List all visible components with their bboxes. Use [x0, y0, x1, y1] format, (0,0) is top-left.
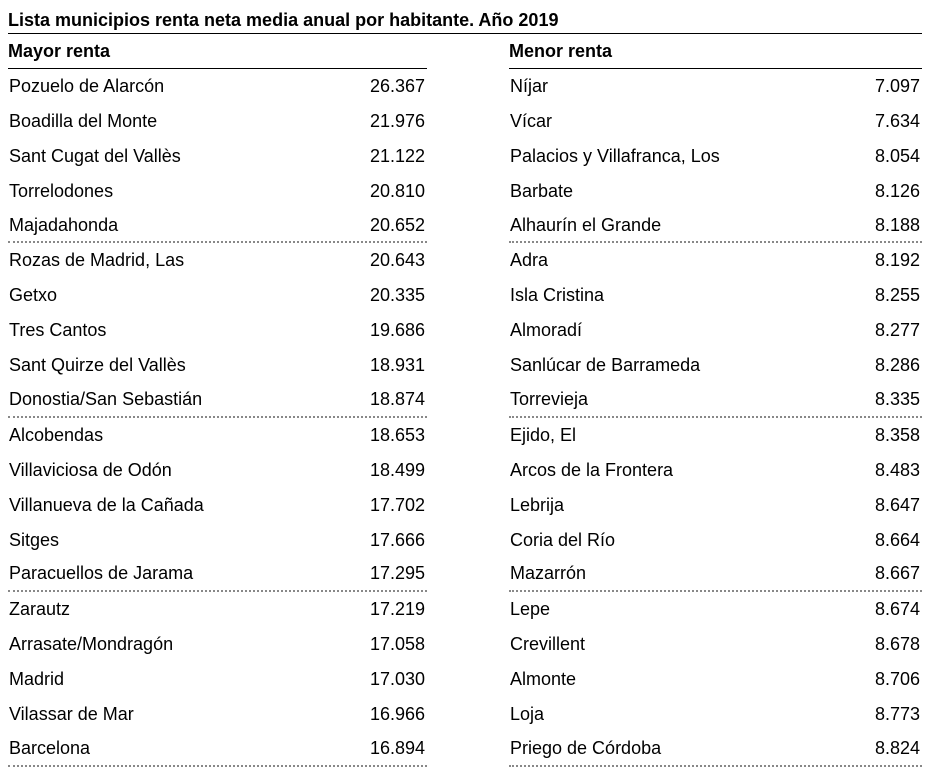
- income-value: 8.483: [874, 459, 920, 480]
- municipality-name: Torrevieja: [510, 388, 589, 409]
- income-value: 20.810: [369, 180, 425, 201]
- municipality-name: Pozuelo de Alarcón: [9, 75, 165, 96]
- income-value: 18.874: [369, 388, 425, 409]
- table-row: [8, 488, 427, 523]
- municipality-name: Mazarrón: [510, 563, 587, 584]
- table-row: [8, 557, 427, 592]
- table-row: [8, 418, 427, 453]
- municipality-name: Villaviciosa de Odón: [9, 459, 172, 480]
- income-value: 21.122: [369, 145, 425, 166]
- highest-income-list: [8, 69, 427, 767]
- municipality-name: Vícar: [510, 110, 553, 131]
- income-value: 16.894: [369, 737, 425, 758]
- income-value: 8.188: [874, 214, 920, 235]
- table-row: [8, 174, 427, 209]
- municipality-name: Rozas de Madrid, Las: [9, 250, 185, 271]
- municipality-name: Lebrija: [510, 494, 565, 515]
- municipality-name: Sitges: [9, 529, 60, 550]
- table-row: [8, 592, 427, 627]
- income-value: 18.499: [369, 459, 425, 480]
- municipality-name: Madrid: [9, 669, 65, 690]
- income-value: 8.255: [874, 285, 920, 306]
- income-value: 8.678: [874, 634, 920, 655]
- table-row: [509, 627, 922, 662]
- municipality-name: Alcobendas: [9, 424, 104, 445]
- municipality-name: Barcelona: [9, 737, 91, 758]
- income-value: 17.666: [369, 529, 425, 550]
- income-value: 17.030: [369, 669, 425, 690]
- table-row: [509, 418, 922, 453]
- income-value: 17.702: [369, 494, 425, 515]
- municipality-name: Zarautz: [9, 599, 71, 620]
- municipality-name: Torrelodones: [9, 180, 114, 201]
- table-row: [8, 313, 427, 348]
- income-value: 8.664: [874, 529, 920, 550]
- table-row: [8, 243, 427, 278]
- table-row: [8, 732, 427, 767]
- municipality-name: Níjar: [510, 75, 549, 96]
- income-value: 8.773: [874, 703, 920, 724]
- income-value: 8.286: [874, 355, 920, 376]
- income-value: 8.277: [874, 320, 920, 341]
- income-value: 8.054: [874, 145, 920, 166]
- table-row: [509, 697, 922, 732]
- municipality-name: Tres Cantos: [9, 320, 107, 341]
- table-row: [509, 557, 922, 592]
- table-row: [8, 104, 427, 139]
- municipality-name: Alhaurín el Grande: [510, 214, 662, 235]
- table-row: [509, 313, 922, 348]
- income-value: 8.706: [874, 669, 920, 690]
- table-row: [8, 697, 427, 732]
- income-value: 18.931: [369, 355, 425, 376]
- municipality-name: Majadahonda: [9, 214, 119, 235]
- municipality-name: Sant Cugat del Vallès: [9, 145, 181, 166]
- lowest-income-list: [509, 69, 922, 767]
- table-row: [509, 523, 922, 558]
- table-row: [8, 383, 427, 418]
- table-row: [509, 453, 922, 488]
- municipality-name: Getxo: [9, 285, 58, 306]
- municipality-name: Lepe: [510, 599, 551, 620]
- municipality-name: Arrasate/Mondragón: [9, 634, 174, 655]
- income-value: 26.367: [369, 75, 425, 96]
- lowest-income-column: [509, 34, 922, 767]
- income-value: 8.335: [874, 388, 920, 409]
- income-value: 8.667: [874, 563, 920, 584]
- table-row: [509, 732, 922, 767]
- municipality-name: Arcos de la Frontera: [510, 459, 674, 480]
- municipality-name: Almonte: [510, 669, 577, 690]
- income-value: 20.335: [369, 285, 425, 306]
- table-row: [8, 209, 427, 244]
- table-row: [509, 69, 922, 104]
- table-row: [8, 453, 427, 488]
- municipality-name: Coria del Río: [510, 529, 616, 550]
- income-value: 8.674: [874, 599, 920, 620]
- municipality-name: Donostia/San Sebastián: [9, 388, 203, 409]
- income-value: 20.643: [369, 250, 425, 271]
- income-value: 16.966: [369, 703, 425, 724]
- income-value: 7.097: [874, 75, 920, 96]
- municipality-name: Sanlúcar de Barrameda: [510, 355, 701, 376]
- table-row: [509, 278, 922, 313]
- municipality-name: Boadilla del Monte: [9, 110, 158, 131]
- income-value: 8.126: [874, 180, 920, 201]
- table-row: [509, 348, 922, 383]
- income-value: 17.058: [369, 634, 425, 655]
- highest-income-header: Mayor renta: [8, 34, 427, 69]
- municipality-name: Priego de Córdoba: [510, 737, 662, 758]
- municipality-name: Barbate: [510, 180, 574, 201]
- municipality-name: Crevillent: [510, 634, 586, 655]
- income-value: 8.824: [874, 737, 920, 758]
- table-row: [8, 662, 427, 697]
- table-row: [8, 523, 427, 558]
- table-row: [509, 592, 922, 627]
- table-row: [509, 139, 922, 174]
- municipality-name: Isla Cristina: [510, 285, 605, 306]
- income-value: 21.976: [369, 110, 425, 131]
- municipality-name: Palacios y Villafranca, Los: [510, 145, 720, 166]
- income-value: 7.634: [874, 110, 920, 131]
- table-row: [509, 209, 922, 244]
- municipality-name: Villanueva de la Cañada: [9, 494, 204, 515]
- income-value: 8.192: [874, 250, 920, 271]
- municipality-name: Ejido, El: [510, 424, 577, 445]
- municipality-name: Vilassar de Mar: [9, 703, 134, 724]
- table-row: [8, 139, 427, 174]
- table-row: [509, 174, 922, 209]
- table-row: [509, 383, 922, 418]
- municipality-name: Sant Quirze del Vallès: [9, 355, 186, 376]
- municipality-name: Almoradí: [510, 320, 583, 341]
- municipality-name: Adra: [510, 250, 549, 271]
- table-row: [509, 662, 922, 697]
- income-value: 17.295: [369, 563, 425, 584]
- lowest-income-header: Menor renta: [509, 34, 922, 69]
- highest-income-column: [8, 34, 427, 767]
- table-row: [8, 69, 427, 104]
- table-row: [8, 278, 427, 313]
- income-value: 8.647: [874, 494, 920, 515]
- municipality-name: Paracuellos de Jarama: [9, 563, 194, 584]
- table-row: [509, 104, 922, 139]
- income-value: 20.652: [369, 214, 425, 235]
- table-row: [8, 348, 427, 383]
- income-value: 19.686: [369, 320, 425, 341]
- income-value: 8.358: [874, 424, 920, 445]
- table-row: [8, 627, 427, 662]
- income-value: 18.653: [369, 424, 425, 445]
- table-title: Lista municipios renta neta media anual por habitante. Año 2019: [8, 7, 922, 34]
- municipality-name: Loja: [510, 703, 545, 724]
- table-row: [509, 243, 922, 278]
- income-value: 17.219: [369, 599, 425, 620]
- table-row: [509, 488, 922, 523]
